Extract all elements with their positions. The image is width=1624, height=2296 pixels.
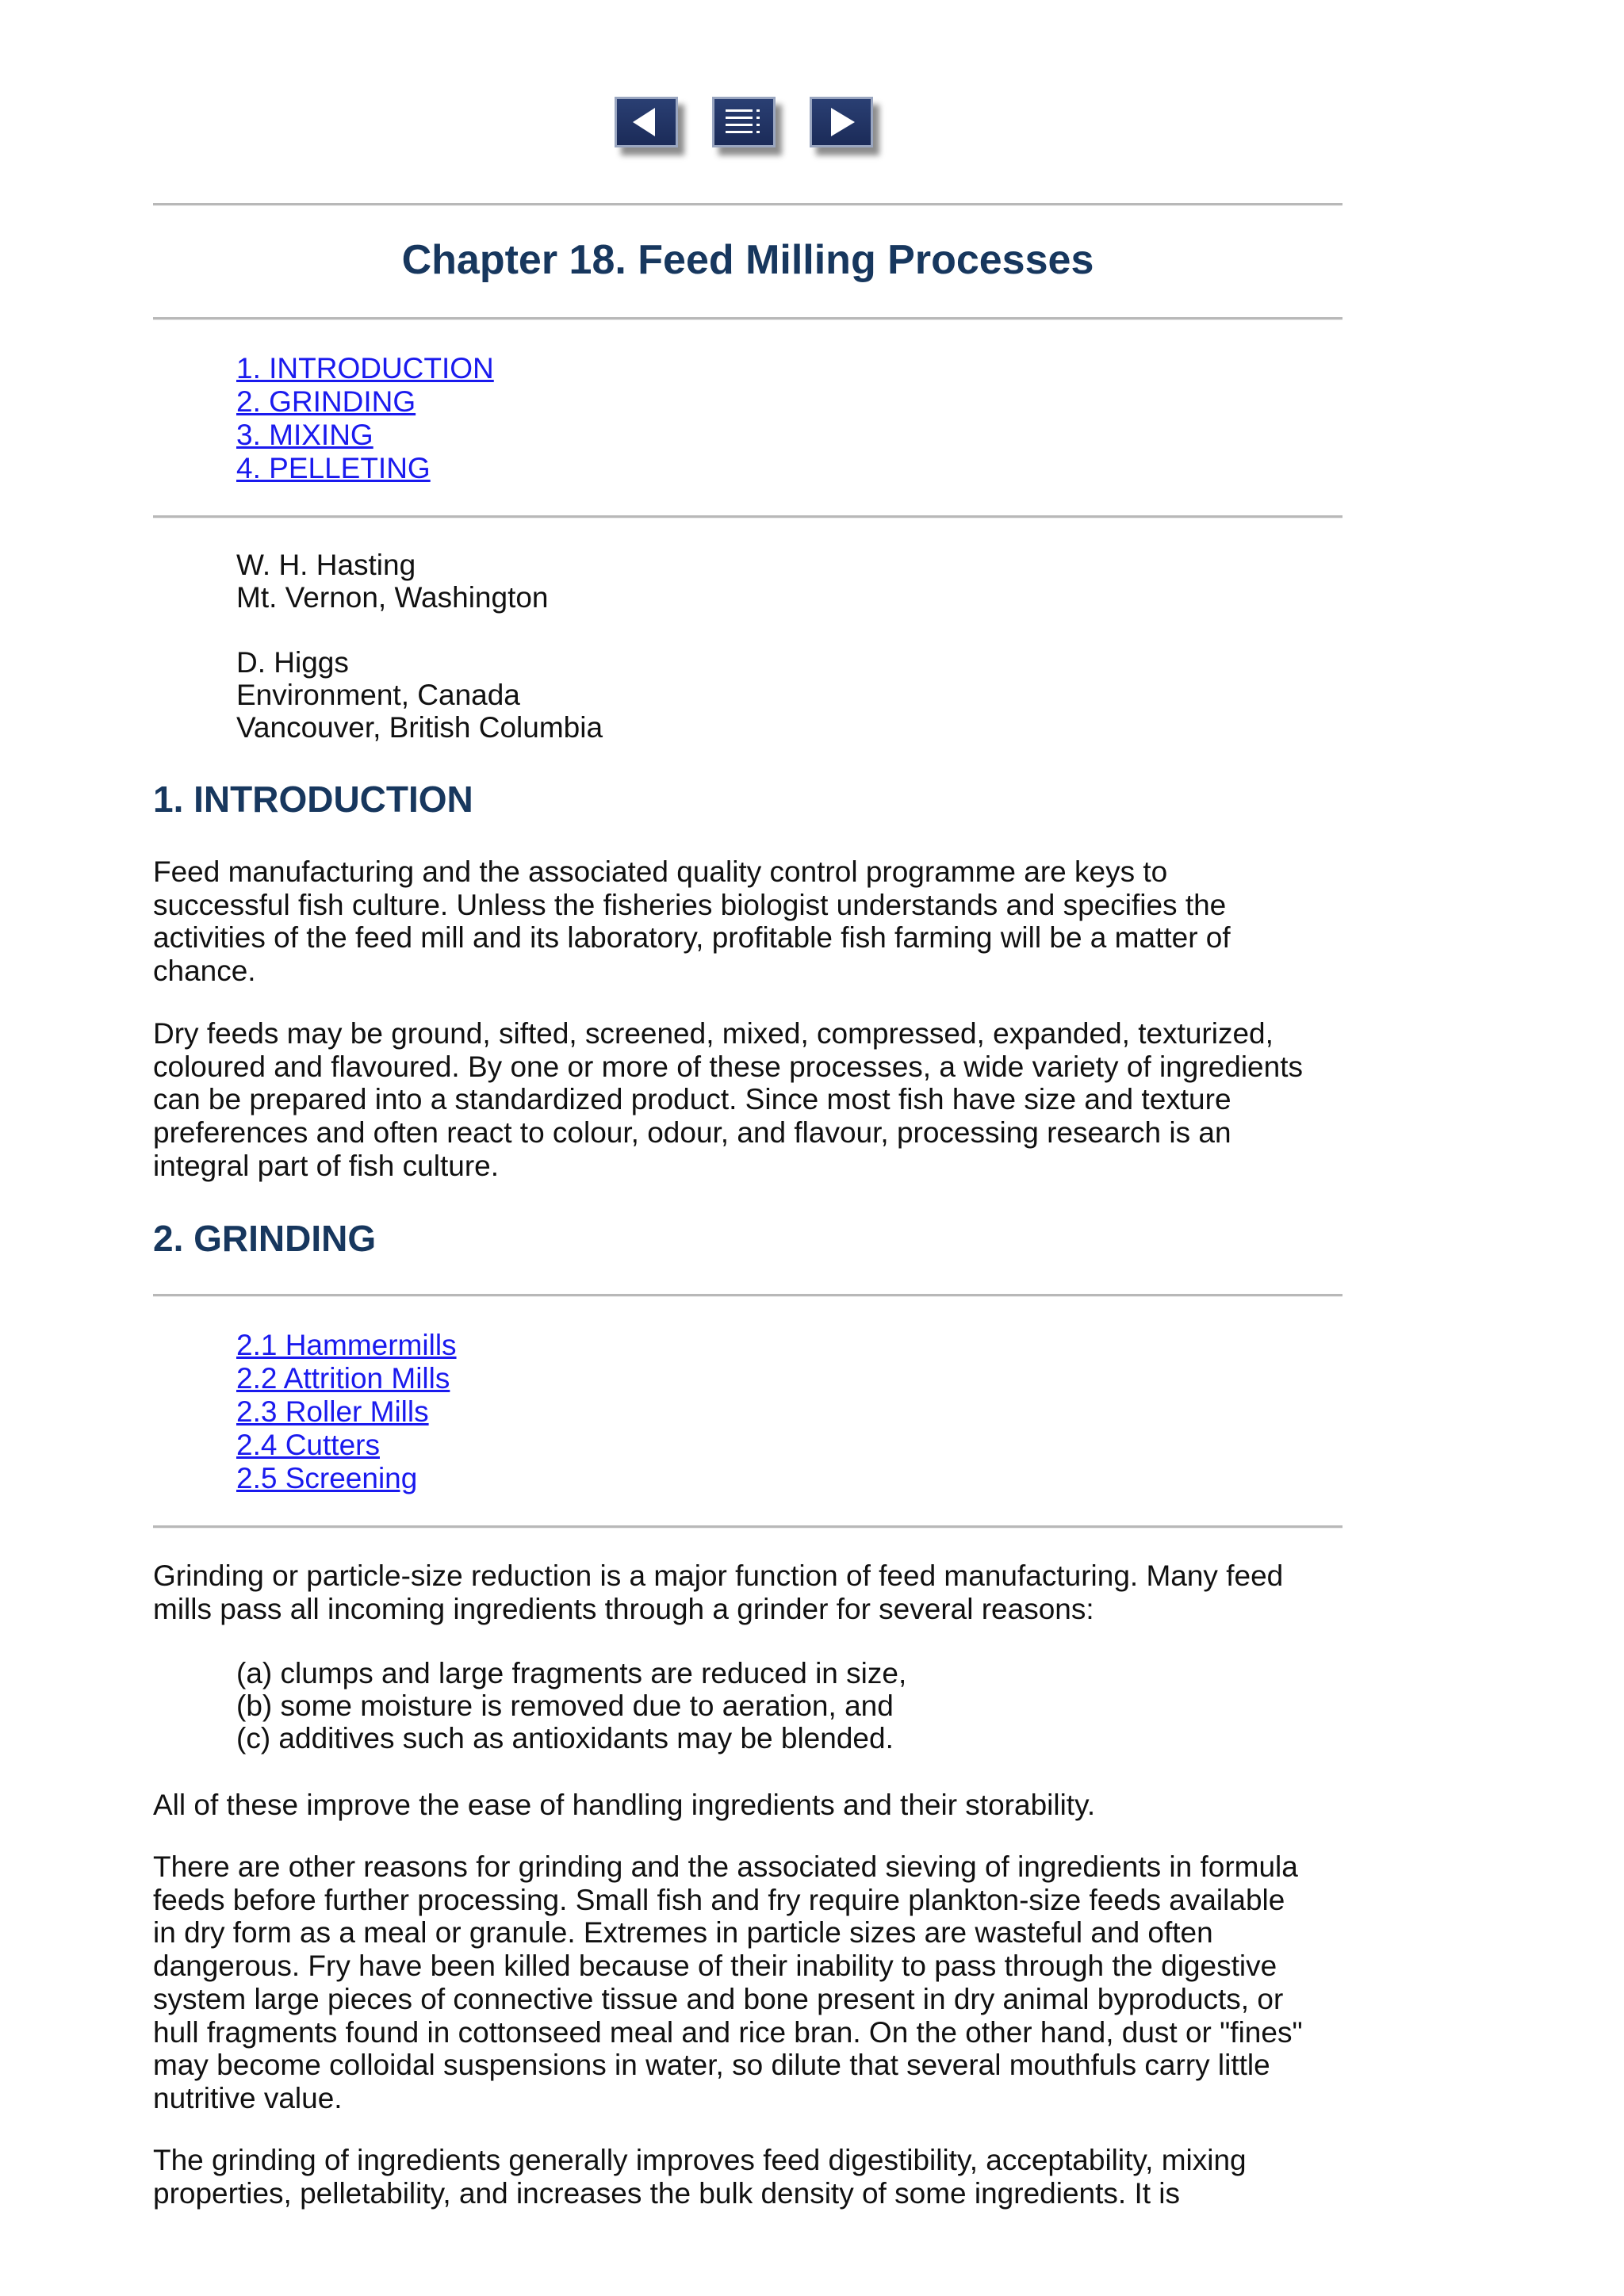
chapter-contents <box>236 352 494 485</box>
text-line: The grinding of ingredients generally improves feed digestibility, acceptability, mixing <box>153 2144 1247 2176</box>
divider <box>153 1525 1342 1529</box>
right-arrow-icon <box>812 99 871 145</box>
toc-item <box>236 1329 457 1362</box>
divider <box>153 1294 1342 1297</box>
author-location: Mt. Vernon, Washington <box>236 581 549 614</box>
list-item: (b) some moisture is removed due to aeration, and <box>236 1689 894 1722</box>
text-line: hull fragments found in cottonseed meal and rice bran. On the other hand, dust or "fines" <box>153 2015 1303 2049</box>
toc-link-grinding[interactable]: 2. GRINDING <box>236 385 416 418</box>
toc-item <box>236 1429 457 1462</box>
toc-link-mixing[interactable]: 3. MIXING <box>236 419 373 451</box>
text-line: Grinding or particle-size reduction is a major function of feed manufacturing. Many feed <box>153 1559 1284 1592</box>
divider <box>153 515 1342 519</box>
author-location: Vancouver, British Columbia <box>236 711 603 744</box>
toc-link-roller-mills[interactable]: 2.3 Roller Mills <box>236 1395 429 1428</box>
toc-item <box>236 1395 457 1429</box>
toc-link-cutters[interactable]: 2.4 Cutters <box>236 1429 380 1461</box>
paragraph <box>153 1559 1342 1625</box>
toc-item <box>236 1362 457 1395</box>
contents-button[interactable] <box>712 97 776 147</box>
text-line: feeds before further processing. Small fish and fry require plankton-size feeds available <box>153 1883 1285 1916</box>
text-line: can be prepared into a standardized product. Since most fish have size and texture <box>153 1083 1231 1116</box>
author-name: W. H. Hasting <box>236 549 416 581</box>
list-item: (c) additives such as antioxidants may be blended. <box>236 1722 894 1755</box>
paragraph <box>153 2144 1342 2210</box>
author-affiliation: Environment, Canada <box>236 679 520 711</box>
author-name: D. Higgs <box>236 646 349 679</box>
divider <box>153 317 1342 320</box>
text-line: chance. <box>153 955 256 988</box>
divider <box>153 203 1342 206</box>
toc-item <box>236 419 494 452</box>
toc-item <box>236 1462 457 1495</box>
toc-link-attrition-mills[interactable]: 2.2 Attrition Mills <box>236 1362 450 1395</box>
text-line: Feed manufacturing and the associated quality control programme are keys to <box>153 855 1168 888</box>
toc-link-pelleting[interactable]: 4. PELLETING <box>236 452 431 484</box>
toc-link-introduction[interactable]: 1. INTRODUCTION <box>236 352 494 385</box>
previous-page-button[interactable] <box>615 97 678 147</box>
text-line: All of these improve the ease of handling ingredients and their storability. <box>153 1789 1096 1821</box>
text-line: activities of the feed mill and its laboratory, profitable fish farming will be a matter of <box>153 921 1231 955</box>
toc-item <box>236 385 494 419</box>
text-line: coloured and flavoured. By one or more of these processes, a wide variety of ingredients <box>153 1050 1303 1083</box>
text-line: mills pass all incoming ingredients through a grinder for several reasons: <box>153 1592 1094 1625</box>
text-line: in dry form as a meal or granule. Extremes in particle sizes are wasteful and often <box>153 1916 1213 1950</box>
text-line: properties, pelletability, and increases the bulk density of some ingredients. It is <box>153 2176 1180 2210</box>
text-line: There are other reasons for grinding and the associated sieving of ingredients in formula <box>153 1850 1298 1883</box>
page-title: Chapter 18. Feed Milling Processes <box>401 237 1094 283</box>
text-line: system large pieces of connective tissue and bone present in dry animal byproducts, or <box>153 1982 1284 2015</box>
text-line: dangerous. Fry have been killed because of their inability to pass through the digestive <box>153 1950 1277 1983</box>
author-block <box>236 646 603 744</box>
navigation-bar <box>615 97 884 168</box>
next-page-button[interactable] <box>810 97 873 147</box>
author-block <box>236 549 549 614</box>
toc-item <box>236 352 494 385</box>
text-line: may become colloidal suspensions in water, so dilute that several mouthfuls carry little <box>153 2049 1270 2082</box>
section-contents <box>236 1329 457 1495</box>
toc-link-screening[interactable]: 2.5 Screening <box>236 1462 418 1494</box>
paragraph <box>153 1017 1342 1183</box>
left-arrow-icon <box>617 99 676 145</box>
text-line: nutritive value. <box>153 2081 343 2114</box>
paragraph <box>153 1789 1342 1822</box>
section-heading-introduction: 1. INTRODUCTION <box>153 779 473 820</box>
text-line: Dry feeds may be ground, sifted, screened, mixed, compressed, expanded, texturized, <box>153 1017 1274 1050</box>
toc-item <box>236 452 494 485</box>
section-heading-grinding: 2. GRINDING <box>153 1218 377 1259</box>
text-line: integral part of fish culture. <box>153 1149 499 1182</box>
paragraph <box>153 1850 1342 2115</box>
list-icon <box>714 99 773 145</box>
toc-link-hammermills[interactable]: 2.1 Hammermills <box>236 1329 457 1361</box>
text-line: successful fish culture. Unless the fisheries biologist understands and specifies the <box>153 888 1227 921</box>
text-line: preferences and often react to colour, odour, and flavour, processing research is an <box>153 1116 1231 1150</box>
reasons-list <box>236 1657 906 1755</box>
list-item: (a) clumps and large fragments are reduced in size, <box>236 1657 907 1689</box>
paragraph <box>153 855 1342 988</box>
